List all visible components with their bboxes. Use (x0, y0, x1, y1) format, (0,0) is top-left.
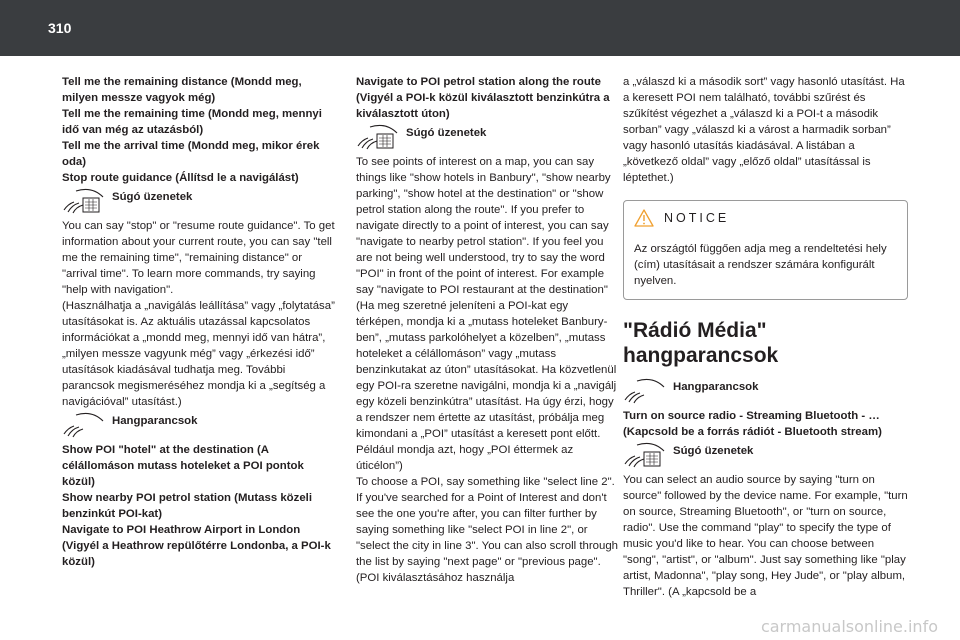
notice-text: Az országtól függően adja meg a rendeltetési hely (cím) utasításait a rendszer számára konfigurált nyelven. (634, 243, 887, 287)
warning-triangle-icon (634, 209, 654, 227)
help-message-icon (623, 442, 667, 468)
notice-box (623, 200, 908, 300)
voice-command-icon (623, 378, 667, 404)
continued-text: a „válaszd ki a második sort” vagy hasonló utasítást. Ha a keresett POI nem található, további szűrést és szűkítést végezhet a „válaszd ki a POI-t a második sorban” vagy „válaszd ki a várost a harmadik sorban” vagy hasonló utasítás kiadásával. A listában a „következő oldal” vagy „előző oldal” utasítással is léptethet.) (623, 76, 905, 184)
voice-commands-label: Hangparancsok (673, 381, 759, 393)
help-text: You can select an audio source by saying "turn on source" followed by the device name. For example, "turn on source, Streaming Bluetooth", or "turn on source, radio". Use the command "play" to specify the type of music you'd like to hear. You can choose between "song", "artist", or "album". Just say something like "play artist, Madonna", "play song, Hey Jude", or "play album, Thriller". (A „kapcsold be a (623, 474, 908, 598)
voice-commands-list: Tell me the remaining distance (Mondd meg, milyen messze vagyok még) Tell me the remaining time (Mondd meg, mennyi idő van még az utazásból) Tell me the arrival time (Mondd meg, mikor érek oda) Stop route guidance (Állítsd le a navigálást) (62, 76, 322, 184)
help-text: You can say "stop" or "resume route guidance". To get information about your current route, you can say "tell me the remaining time", "remaining distance" or "arrival time". To learn more commands, try saying "help with navigation". (Használhatja a „navigálás leállítása” vagy „folytatása” utasításokat is. Az aktuális utazással kapcsolatos információkat a „mondd meg, mennyi idő van hátra”, „milyen messze vagyunk még” vagy „érkezési idő” utasítások kiadásával tudhatja meg. További parancsok megismeréséhez mondja ki a „segítség a navigációval” utasítást.) (62, 220, 335, 408)
notice-title: NOTICE (664, 211, 730, 225)
section-title: "Rádió Média" hangparancsok (623, 319, 779, 367)
help-message-icon (356, 124, 400, 150)
help-label: Súgó üzenetek (406, 127, 487, 139)
voice-commands-label: Hangparancsok (112, 415, 198, 427)
help-label: Súgó üzenetek (112, 191, 193, 203)
help-heading (623, 442, 908, 468)
watermark: carmanualsonline.info (760, 617, 938, 636)
help-heading (62, 188, 337, 214)
voice-command-icon (62, 412, 106, 438)
voice-heading (623, 378, 908, 404)
voice-commands-list: Show POI "hotel" at the destination (A célállomáson mutass hoteleket a POI pontok közül) Show nearby POI petrol station (Mutass közeli benzinkút POI-kat) Navigate to POI Heathrow Airport in London (Vigyél a Heathrow repülőtérre Londonba, a POI-k közül) (62, 444, 331, 568)
voice-heading (62, 412, 337, 438)
voice-commands-list: Navigate to POI petrol station along the route (Vigyél a POI-k közül kiválasztott benzinkútra a kiválasztott úton) (356, 76, 610, 120)
page-header (0, 0, 960, 56)
page-number: 310 (48, 20, 72, 36)
voice-commands-list: Turn on source radio - Streaming Bluetooth - … (Kapcsold be a forrás rádiót - Bluetooth stream) (623, 410, 882, 438)
help-label: Súgó üzenetek (673, 445, 754, 457)
notice-heading (634, 209, 897, 227)
help-message-icon (62, 188, 106, 214)
help-text: To see points of interest on a map, you can say things like "show hotels in Banbury", "show nearby parking", "show hotel at the destination" or "show petrol station along the route". If you prefer to navigate directly to a point of interest, you can say "navigate to nearby petrol station". If you feel you are not being well understood, try to say the word "POI" in front of the point of interest. For example say "navigate to POI restaurant at the destination" (Ha meg szeretné jeleníteni a POI-kat egy térképen, mondja ki a „mutass hoteleket Banbury-ben”, „mutass parkolóhelyet a közelben”, „mutass hoteleket a célállomáson” vagy „mutass benzinkutakat az úton” utasításokat. Ha közvetlenül egy POI-ra szeretne navigálni, mondja ki a „navigálj egy közeli benzinkútra” utasítást. Ha úgy érzi, hogy a rendszer nem értette az utasítást, próbálja meg kimondani a „POI” utasítást a keresett pont előtt. Például mondja azt, hogy „POI éttermek az úticélon”) To choose a POI, say something like "select line 2". If you've searched for a Point of Interest and don't see the one you're after, you can filter further by saying something like "select POI in line 2", or "select the city in line 3". You can also scroll through the list by saying "next page" or "previous page". (POI kiválasztásához használja (356, 156, 618, 584)
column-3 (623, 74, 908, 600)
help-heading (356, 124, 618, 150)
column-1 (62, 74, 337, 570)
column-2 (356, 74, 618, 586)
